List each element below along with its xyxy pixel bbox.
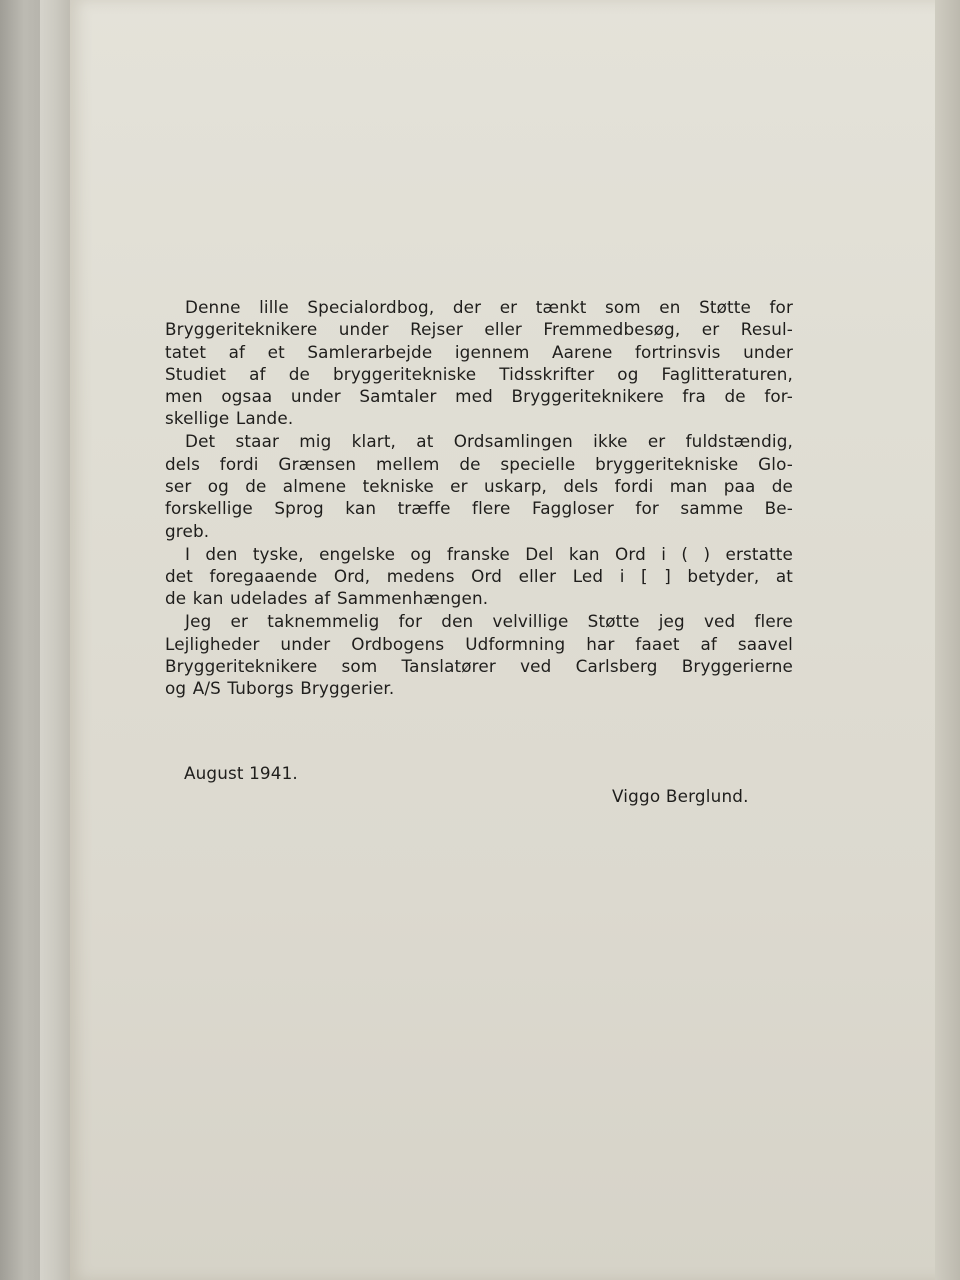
text-line: tatet af et Samlerarbejde igennem Aarene fortrinsvis under [165, 341, 793, 362]
text-line: men ogsaa under Samtaler med Bryggeriteknikere fra de for- [165, 386, 793, 407]
preface-text [165, 296, 793, 700]
text-line: Bryggeriteknikere under Rejser eller Fremmedbesøg, er Resul- [165, 319, 793, 340]
text-line: og A/S Tuborgs Bryggerier. [165, 678, 395, 699]
text-line: Bryggeriteknikere som Tanslatører ved Carlsberg Bryggerierne [165, 655, 793, 676]
text-line: de kan udelades af Sammenhængen. [165, 588, 489, 609]
text-line: dels fordi Grænsen mellem de specielle bryggeritekniske Glo- [165, 453, 793, 474]
page-right-edge [935, 0, 960, 1280]
text-line: I den tyske, engelske og franske Del kan Ord i ( ) erstatte [185, 543, 793, 564]
text-line: Studiet af de bryggeritekniske Tidsskrifter og Faglitteraturen, [165, 363, 793, 384]
paragraph-3 [165, 543, 793, 610]
text-line: Lejligheder under Ordbogens Udformning har faaet af saavel [165, 633, 793, 654]
text-line: Det staar mig klart, at Ordsamlingen ikke er fuldstændig, [185, 431, 793, 452]
text-line: forskellige Sprog kan træffe flere Faggloser for samme Be- [165, 498, 793, 519]
paragraph-2 [165, 430, 793, 541]
preface-date: August 1941. [184, 763, 298, 783]
author-signature: Viggo Berglund. [612, 786, 749, 806]
cover-shadow [0, 0, 40, 1280]
text-line: det foregaaende Ord, medens Ord eller Led i [ ] betyder, at [165, 565, 793, 586]
text-line: ser og de almene tekniske er uskarp, dels fordi man paa de [165, 476, 793, 497]
text-line: skellige Lande. [165, 408, 294, 429]
paragraph-4 [165, 610, 793, 699]
text-line: Jeg er taknemmelig for den velvillige Støtte jeg ved flere [185, 611, 793, 632]
text-line: greb. [165, 520, 210, 541]
text-line: Denne lille Specialordbog, der er tænkt som en Støtte for [185, 297, 793, 317]
paragraph-1 [165, 296, 793, 430]
